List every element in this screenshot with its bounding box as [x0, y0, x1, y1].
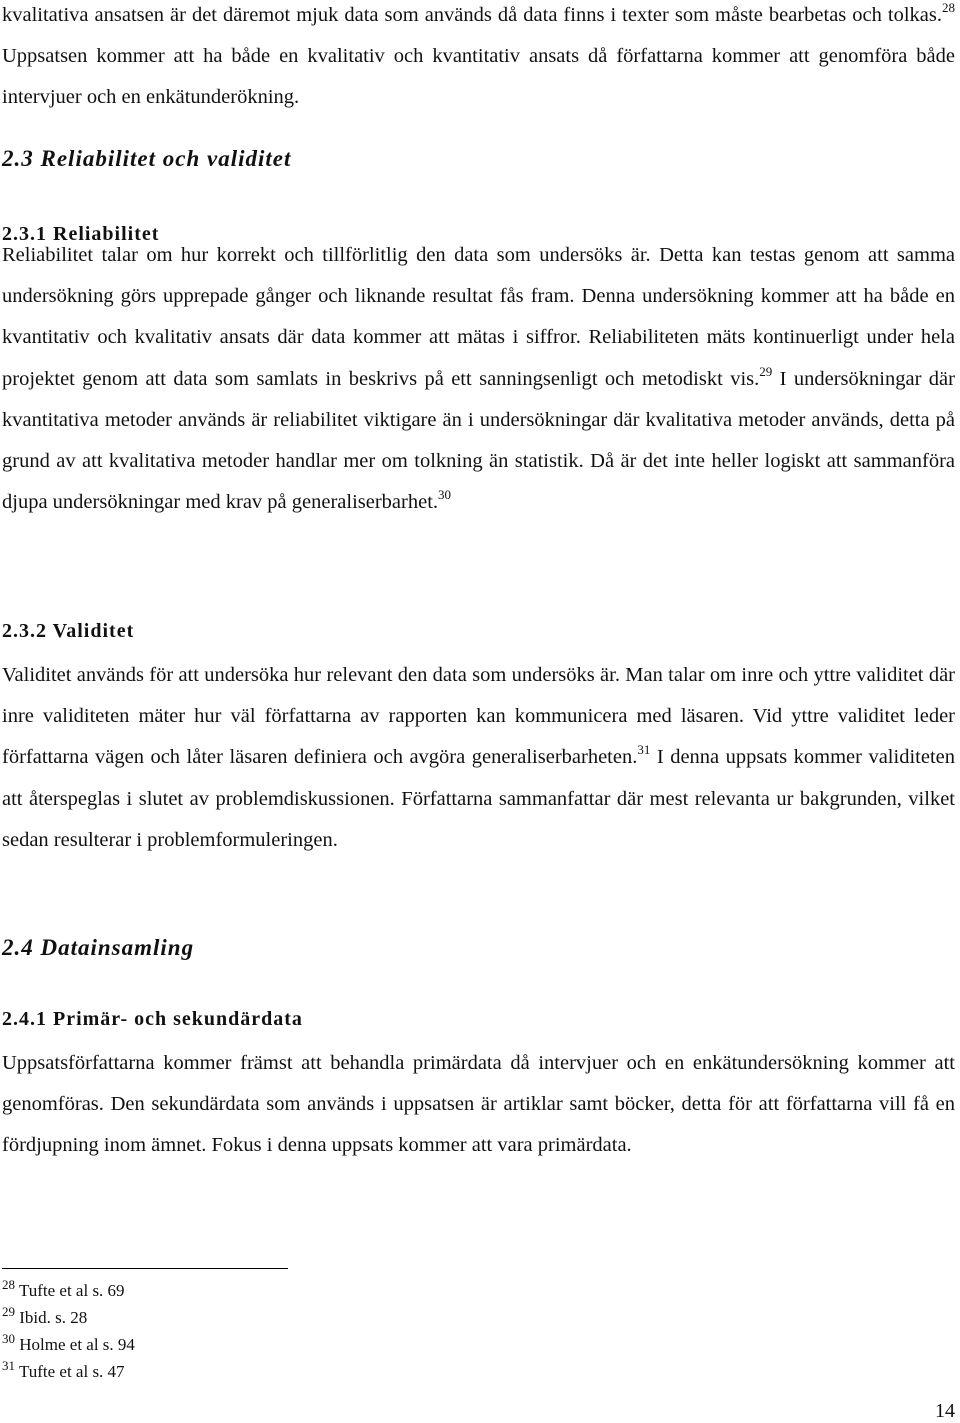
- validity-text-b: I denna uppsats kommer validiteten att återspeglas i slutet av problemdiskussionen. Författarna sammanfattar där mest relevanta ur bakgrunden, vilket sedan resulterar i problemformuleringen.: [2, 746, 955, 851]
- footnote-number: 30: [2, 1331, 15, 1346]
- footnote-number: 29: [2, 1304, 15, 1319]
- section-heading-2-4: 2.4 Datainsamling: [2, 935, 195, 960]
- intro-text-b: Uppsatsen kommer att ha både en kvalitativ och kvantitativ ansats då författarna kommer att genomföra både intervjuer och en enkätunderökning.: [2, 45, 955, 109]
- footnote-29: [2, 1304, 88, 1328]
- data-collection-paragraph: Uppsatsförfattarna kommer främst att behandla primärdata då intervjuer och en enkätundersökning kommer att genomföras. Den sekundärdata som används i uppsatsen är artiklar samt böcker, detta för att författarna vill få en fördjupning inom ämnet. Fokus i denna uppsats kommer att vara primärdata.: [2, 1052, 955, 1157]
- section-heading-2-4-1: 2.4.1 Primär- och sekundärdata: [2, 1008, 303, 1030]
- reliability-paragraph: [2, 235, 955, 523]
- section-heading-2-3-1: 2.3.1 Reliabilitet: [2, 223, 160, 245]
- footnote-text: Ibid. s. 28: [15, 1308, 88, 1327]
- footnote-text: Holme et al s. 94: [15, 1335, 135, 1354]
- reliability-text-a: Reliabilitet talar om hur korrekt och tillförlitlig den data som undersöks är. Detta kan testas genom att samma undersökning görs upprepade gånger och liknande resultat fås fram. Denna undersökning kommer att ha både en kvantitativ och kvalitativ ansats där data kommer att mätas i siffror. Reliabiliteten mäts kontinuerligt under hela projektet genom att data som samlats in beskrivs på ett sanningsenligt och metodiskt vis.: [2, 244, 955, 390]
- footnote-31: [2, 1358, 125, 1382]
- footnote-number: 31: [2, 1358, 15, 1373]
- validity-paragraph: [2, 655, 955, 861]
- page-number: 14: [935, 1400, 955, 1422]
- footnote-30: [2, 1331, 135, 1355]
- validity-text-a: Validitet används för att undersöka hur relevant den data som undersöks är. Man talar om inre och yttre validitet där inre validiteten mäter hur väl författarna av rapporten kan kommunicera med läsaren. Vid yttre validitet leder författarna vägen och låter läsaren definiera och avgöra generaliserbarheten.: [2, 664, 955, 769]
- footnote-ref-31: 31: [637, 742, 651, 758]
- reliability-text-b: I undersökningar där kvantitativa metoder används är reliabilitet viktigare än i undersökningar där kvalitativa metoder används, detta på grund av att kvalitativa metoder handlar mer om tolkning än statistik. Då är det inte heller logiskt att sammanföra djupa undersökningar med krav på generaliserbarhet.: [2, 367, 955, 514]
- footnote-text: Tufte et al s. 69: [15, 1281, 125, 1300]
- footnote-28: [2, 1277, 125, 1301]
- intro-paragraph: [2, 0, 955, 119]
- footnote-number: 28: [2, 1277, 15, 1292]
- footnote-ref-30: 30: [438, 487, 452, 503]
- section-heading-2-3-2: 2.3.2 Validitet: [2, 620, 135, 642]
- footnote-ref-29: 29: [759, 363, 773, 379]
- footnote-ref-28: 28: [942, 0, 955, 15]
- section-heading-2-3: 2.3 Reliabilitet och validitet: [2, 146, 292, 171]
- footnote-text: Tufte et al s. 47: [15, 1362, 125, 1381]
- intro-text-a: kvalitativa ansatsen är det däremot mjuk data som används då data finns i texter som måste bearbetas och tolkas.: [2, 4, 942, 26]
- footnote-separator: [2, 1268, 288, 1269]
